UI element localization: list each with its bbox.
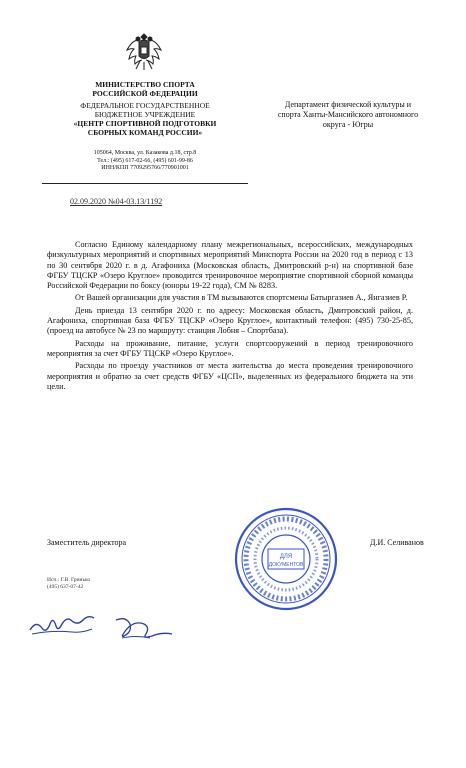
recipient-line-2: спорта Ханты-Мансийского автономного: [277, 110, 419, 119]
registration-number: 02.09.2020 №04-03.13/1192: [70, 197, 163, 206]
stamp-text-line-2: ДОКУМЕНТОВ: [268, 562, 304, 568]
russian-coat-of-arms-icon: [123, 30, 165, 76]
org-line-2: БЮДЖЕТНОЕ УЧРЕЖДЕНИЕ: [94, 110, 196, 119]
body-paragraph: Расходы на проживание, питание, услуги спортсооружений в период тренировочного мероприятия за счет ФГБУ ТЦСКР «Озеро Круглое».: [47, 338, 413, 358]
body-paragraph: От Вашей организации для участия в ТМ вызываются спортсмены Батыргазиев А., Янгазиев Р.: [75, 293, 408, 303]
body-paragraph: Расходы по проезду участников от места жительства до места проведения тренировочного мероприятия и обратно за счет средств ФГБУ «ЦСП», выделенных из федерального бюджета на эти цели.: [47, 361, 413, 391]
signatory-name: Д.И. Селиванов: [370, 538, 424, 547]
ministry-name: [60, 80, 230, 98]
recipient-block: [258, 100, 438, 130]
signatory-title: Заместитель директора: [47, 538, 127, 547]
executor-name: Исп.: Г.В. Гринько: [47, 577, 91, 583]
org-bold-line-2: СБОРНЫХ КОМАНД РОССИИ»: [87, 128, 203, 137]
organization-name: [40, 101, 250, 137]
address-line-1: 105064, Москва, ул. Казакова д.18, стр.8: [93, 150, 197, 156]
address-line-2: Тел.: (495) 617-02-66, (495) 601-99-86: [97, 157, 193, 164]
letter-body: [47, 240, 413, 394]
executor-phone: (495) 637-07-42: [47, 583, 84, 590]
stamp-text-line-1: ДЛЯ: [279, 554, 293, 560]
handwritten-signature-icon: [112, 612, 176, 642]
official-stamp-icon: [232, 505, 340, 613]
organization-address: [60, 150, 230, 173]
org-line-1: ФЕДЕРАЛЬНОЕ ГОСУДАРСТВЕННОЕ: [80, 101, 210, 110]
recipient-line-1: Департамент физической культуры и: [284, 100, 412, 109]
header-divider: [42, 183, 248, 184]
org-bold-line-1: «ЦЕНТР СПОРТИВНОЙ ПОДГОТОВКИ: [73, 119, 217, 128]
ministry-line-2: РОССИЙСКОЙ ФЕДЕРАЦИИ: [92, 89, 198, 98]
recipient-line-3: округа - Югры: [322, 120, 374, 129]
handwritten-signature-icon: [28, 612, 96, 640]
ministry-line-1: МИНИСТЕРСТВО СПОРТА: [95, 80, 195, 89]
body-paragraph: Согласно Единому календарному плану межрегиональных, всероссийских, международных физкультурных мероприятий и спортивных мероприятий Минспорта России на 2020 год в период с 13 по 30 сентября 2020 г. в д. Агафониха (Московская область, Дмитровский р-н) на спортивной базе ФГБУ ТЦСКР «Озеро Круглое» проводится тренировочное мероприятие спортивной сборной команды Российской Федерации по боксу (юноры 19-22 года), СМ № 8283.: [47, 240, 413, 291]
body-paragraph: День приезда 13 сентября 2020 г. по адресу: Московская область, Дмитровский район, д. Агафониха, спортивная база ФГБУ ТЦСКР «Озеро Круглое», контактный телефон: (495) 730-25-85, (проезд на автобусе № 23 по маршруту: станция Лобня – Спортбаза).: [47, 305, 413, 336]
address-line-3: ИНН/КПП 7709295766/770901001: [101, 165, 189, 171]
executor-info: [47, 577, 90, 590]
